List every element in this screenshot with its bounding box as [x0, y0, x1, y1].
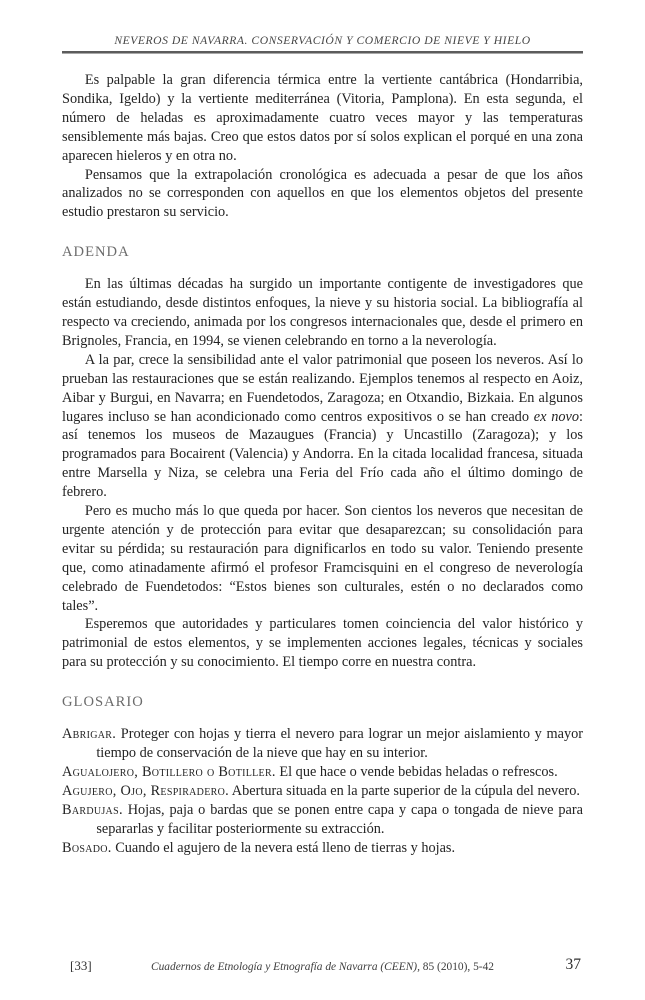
glossary-term: Bardujas.	[62, 801, 123, 818]
glossary-definition: Cuando el agujero de la nevera está lleno de tierras y hojas.	[115, 839, 456, 856]
glossary-definition: El que hace o vende bebidas heladas o refrescos.	[279, 763, 558, 780]
glossary-term: Agualojero, Botillero o Botiller.	[62, 763, 276, 780]
paragraph: Pensamos que la extrapolación cronológica es adecuada a pesar de que los años analizados no se corresponden con aquellos en que los elementos objetos del presente estudio prestaron su servicio.	[62, 166, 583, 221]
glossary-entry	[62, 801, 583, 839]
journal-citation-issue: 85 (2010), 5-42	[422, 961, 494, 973]
glossary-term: Abrigar.	[62, 726, 117, 743]
glossary-term: Bosado.	[62, 839, 112, 856]
glossary-definition: Hojas, paja o bardas que se ponen entre capa y capa o tongada de nieve para separarlas y facilitar posteriormente su extracción.	[96, 801, 583, 837]
header-rule	[62, 51, 583, 54]
journal-citation-title: Cuadernos de Etnología y Etnografía de Navarra (CEEN),	[151, 961, 420, 973]
glossary-entry	[62, 763, 583, 782]
paragraph	[62, 351, 583, 502]
paragraph: Esperemos que autoridades y particulares tomen coinciencia del valor histórico y patrimonial de estos elementos, y se implementen acciones legales, técnicas y sociales para su protección y su conocimiento. El tiempo corre en nuestra contra.	[62, 616, 583, 671]
glossary-entry	[62, 782, 583, 801]
running-head-title: NEVEROS DE NAVARRA. CONSERVACIÓN Y COMERCIO DE NIEVE Y HIELO	[114, 34, 531, 47]
signature-number: [33]	[70, 958, 92, 973]
glossary-term: Agujero, Ojo, Respiradero.	[62, 782, 229, 799]
running-head	[62, 34, 583, 54]
glossary-entry	[62, 725, 583, 763]
latin-phrase: ex novo	[533, 408, 580, 425]
paragraph: En las últimas décadas ha surgido un importante contigente de investigadores que están estudiando, desde distintos enfoques, la nieve y su historia social. La bibliografía al respecto va creciendo, animada por los congresos internacionales que, desde el primero en Brignoles, Francia, en 1994, se vienen celebrando en torno a la neverología.	[62, 276, 583, 349]
paragraph: Pero es mucho más lo que queda por hacer. Son cientos los neveros que necesitan de urgente atención y de protección para evitar que desaparezcan; su consolidación para evitar su pérdida; su restauración para dignificarlos en todo su valor. Teniendo presente que, como atinadamente afirmó el profesor Framcisquini en el congreso de neverología celebrado de Fuendetodos: “Estos bienes son culturales, estén o no declarados como tales”.	[62, 503, 583, 614]
glossary-entry	[62, 839, 583, 858]
page-number: 37	[565, 956, 581, 973]
paragraph-text: : así tenemos los museos de Mazaugues (Francia) y Uncastillo (Zaragoza); y los programados para Bocairent (Valencia) y Andorra. En la citada localidad francesa, situada entre Marsella y Niza, se celebra una Feria del Frío cada año el último domingo de febrero.	[62, 408, 583, 501]
glossary-definition: Abertura situada en la parte superior de la cúpula del nevero.	[231, 782, 580, 799]
glossary-definition: Proteger con hojas y tierra el nevero para lograr un mejor aislamiento y mayor tiempo de conservación de la nieve que hay en su interior.	[96, 726, 583, 761]
paragraph: Es palpable la gran diferencia térmica entre la vertiente cantábrica (Hondarribia, Sondika, Igeldo) y la vertiente mediterránea (Vitoria, Pamplona). En esta segunda, el número de heladas es aproximadamente cuatro veces mayor y las temperaturas sensiblemente más bajas. Creo que estos datos por sí solos explican el porqué en una zona aparecen hieleros y en otra no.	[62, 72, 583, 164]
section-heading-glosario: GLOSARIO	[62, 694, 144, 711]
journal-citation	[151, 961, 494, 973]
paragraph-text: A la par, crece la sensibilidad ante el valor patrimonial que poseen los neveros. Así lo prueban las restauraciones que se están realizando. Ejemplos tenemos al respecto en Aoiz, Aibar y Burgui, en Navarra; en Fuendetodos, Zaragoza; en Otxandio, Bizkaia. En algunos lugares incluso se han acondicionado como centros expositivos o se han creado	[62, 351, 583, 425]
page-footer	[62, 954, 583, 974]
section-heading-adenda: ADENDA	[62, 244, 130, 261]
page-body	[62, 71, 583, 857]
